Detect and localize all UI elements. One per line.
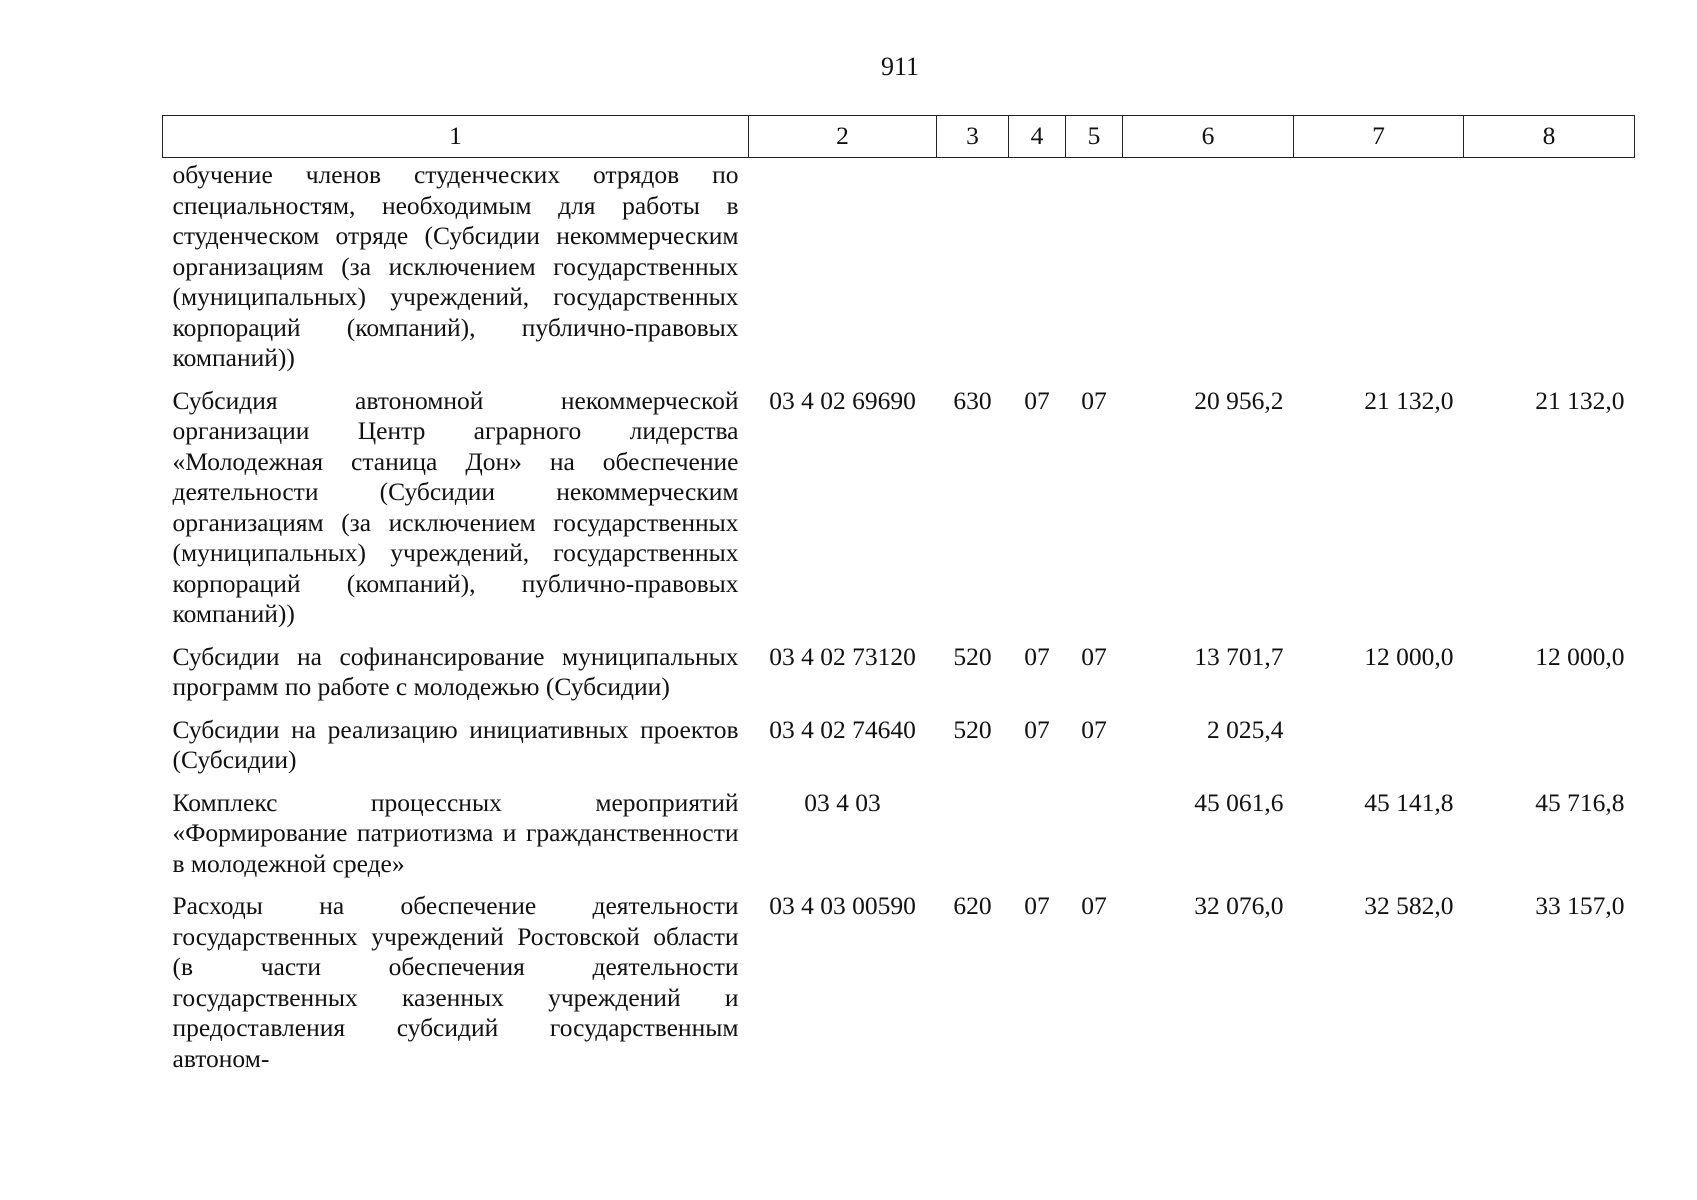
row-expense-type — [937, 788, 1009, 892]
row-section: 07 — [1024, 714, 1050, 744]
row-section: 07 — [1024, 385, 1050, 415]
row-amount-col6: 13 701,7 — [1194, 641, 1284, 671]
budget-table — [162, 115, 1635, 1074]
header-cell-7: 7 — [1294, 116, 1464, 158]
row-amount-col7: 21 132,0 — [1364, 385, 1454, 415]
header-cell-6: 6 — [1123, 116, 1294, 158]
row-amount-col7: 32 582,0 — [1364, 891, 1454, 920]
row-section — [1009, 158, 1066, 386]
row-subsection: 07 — [1081, 385, 1107, 415]
row-target-code: 03 4 02 74640 — [769, 714, 916, 744]
table-row — [163, 642, 1635, 715]
table-row — [163, 715, 1635, 788]
row-amount-col6: 20 956,2 — [1194, 385, 1284, 415]
row-subsection — [1066, 788, 1123, 892]
table-header-row — [163, 116, 1635, 158]
row-expense-type — [937, 158, 1009, 386]
header-cell-1: 1 — [163, 116, 749, 158]
row-amount-col7 — [1294, 158, 1464, 386]
row-amount-col7: 45 141,8 — [1364, 787, 1454, 817]
row-description: Расходы на обеспечение деятельности государственных учреждений Ростовской области (в части обеспечения деятельности государственных казенных учреждений и предоставления субсидий государственным автоном- — [172, 891, 739, 1073]
table-row — [163, 386, 1635, 642]
row-description: обучение членов студенческих отрядов по специальностям, необходимым для работы в студенческом отряде (Субсидии некоммерческим организациям (за исключением государственных (муниципальных) учреждений, государственных корпораций (компаний), публично-правовых компаний)) — [172, 160, 739, 372]
row-subsection: 07 — [1081, 891, 1107, 920]
row-subsection — [1066, 158, 1123, 386]
row-description: Комплекс процессных мероприятий «Формирование патриотизма и гражданственности в молодежной среде» — [172, 787, 739, 878]
row-target-code — [749, 158, 937, 386]
row-expense-type: 620 — [953, 891, 992, 920]
row-expense-type: 630 — [953, 385, 992, 415]
row-description: Субсидии на реализацию инициативных проектов (Субсидии) — [172, 714, 739, 774]
row-expense-type: 520 — [953, 714, 992, 744]
row-target-code: 03 4 02 73120 — [769, 641, 916, 671]
row-description: Субсидия автономной некоммерческой организации Центр аграрного лидерства «Молодежная станица Дон» на обеспечение деятельности (Субсидии некоммерческим организациям (за исключением государственных (муниципальных) учреждений, государственных корпораций (компаний), публично-правовых компаний)) — [172, 385, 739, 628]
row-amount-col6: 32 076,0 — [1194, 891, 1284, 920]
header-cell-2: 2 — [749, 116, 937, 158]
row-amount-col8: 21 132,0 — [1535, 385, 1625, 415]
row-amount-col8 — [1464, 715, 1635, 788]
row-subsection: 07 — [1081, 714, 1107, 744]
row-target-code: 03 4 03 00590 — [769, 891, 916, 920]
row-amount-col6: 45 061,6 — [1194, 787, 1284, 817]
header-cell-4: 4 — [1009, 116, 1066, 158]
row-target-code: 03 4 02 69690 — [769, 385, 916, 415]
row-target-code: 03 4 03 — [804, 787, 881, 817]
row-amount-col8 — [1464, 158, 1635, 386]
row-amount-col7: 12 000,0 — [1364, 641, 1454, 671]
row-amount-col6 — [1123, 158, 1294, 386]
row-expense-type: 520 — [953, 641, 992, 671]
row-amount-col8: 33 157,0 — [1535, 891, 1625, 920]
header-cell-3: 3 — [937, 116, 1009, 158]
row-amount-col8: 45 716,8 — [1535, 787, 1625, 817]
header-cell-5: 5 — [1066, 116, 1123, 158]
row-section: 07 — [1024, 891, 1050, 920]
row-section: 07 — [1024, 641, 1050, 671]
table-row — [163, 158, 1635, 386]
row-description: Субсидии на софинансирование муниципальных программ по работе с молодежью (Субсидии) — [172, 641, 739, 701]
row-section — [1009, 788, 1066, 892]
row-amount-col6: 2 025,4 — [1207, 714, 1284, 744]
row-amount-col7 — [1294, 715, 1464, 788]
row-subsection: 07 — [1081, 641, 1107, 671]
table-row — [163, 891, 1635, 1074]
table-row — [163, 788, 1635, 892]
page-number: 911 — [880, 52, 920, 81]
row-amount-col8: 12 000,0 — [1535, 641, 1625, 671]
header-cell-8: 8 — [1464, 116, 1635, 158]
